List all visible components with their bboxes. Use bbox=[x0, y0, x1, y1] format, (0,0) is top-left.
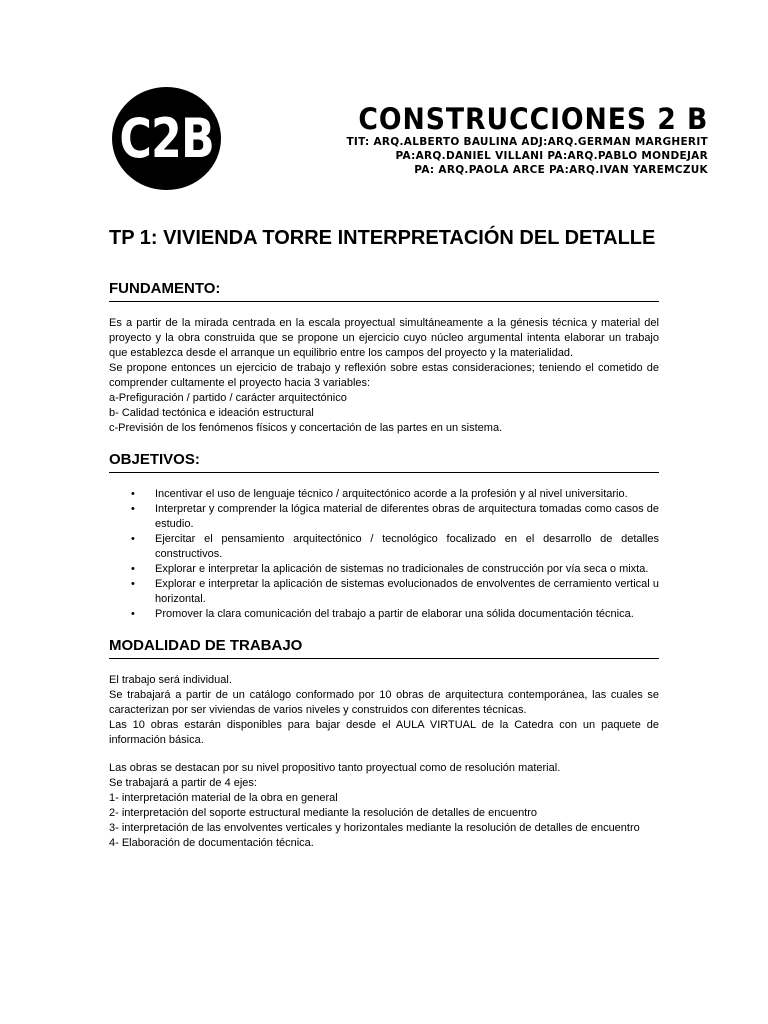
list-item-text: Explorar e interpretar la aplicación de sistemas evolucionados de envolventes de cerramiento vertical u horizontal. bbox=[155, 578, 659, 605]
paragraph: El trabajo será individual. bbox=[109, 674, 232, 686]
staff-line: PA:ARQ.DANIEL VILLANI PA:ARQ.PABLO MONDEJAR bbox=[395, 150, 708, 162]
bullet-icon: • bbox=[131, 488, 135, 500]
section-heading: MODALIDAD DE TRABAJO bbox=[109, 636, 659, 659]
paragraph: a-Prefiguración / partido / carácter arquitectónico bbox=[109, 392, 347, 404]
bullet-icon: • bbox=[131, 563, 135, 575]
list-item-text: Incentivar el uso de lenguaje técnico / arquitectónico acorde a la profesión y al nivel universitario. bbox=[155, 488, 628, 500]
paragraph: Se trabajará a partir de un catálogo conformado por 10 obras de arquitectura contemporánea, las cuales se caracterizan por ser viviendas de varios niveles y construidos con diferentes técnicas. bbox=[109, 689, 659, 716]
section-heading: OBJETIVOS: bbox=[109, 450, 659, 473]
section-heading: FUNDAMENTO: bbox=[109, 279, 659, 302]
list-item-text: Interpretar y comprender la lógica material de diferentes obras de arquitectura tomadas como casos de estudio. bbox=[155, 503, 659, 530]
paragraph: Las obras se destacan por su nivel propositivo tanto proyectual como de resolución material. bbox=[109, 762, 561, 774]
logo-text: C2B bbox=[119, 107, 214, 170]
paragraph: 1- interpretación material de la obra en general bbox=[109, 792, 338, 804]
bullet-icon: • bbox=[131, 503, 135, 515]
paragraph: Las 10 obras estarán disponibles para bajar desde el AULA VIRTUAL de la Catedra con un paquete de información básica. bbox=[109, 719, 659, 746]
bullet-icon: • bbox=[131, 578, 135, 590]
list-item bbox=[131, 562, 659, 577]
list-item bbox=[131, 577, 659, 607]
section-objetivos bbox=[109, 450, 659, 622]
paragraph: b- Calidad tectónica e ideación estructural bbox=[109, 407, 314, 419]
section-modalidad bbox=[109, 636, 659, 851]
list-item-text: Ejercitar el pensamiento arquitectónico / tecnológico focalizado en el desarrollo de detalles constructivos. bbox=[155, 533, 659, 560]
course-header bbox=[328, 103, 708, 177]
list-item bbox=[131, 502, 659, 532]
list-item bbox=[131, 487, 659, 502]
section-fundamento bbox=[109, 279, 659, 436]
objectives-list bbox=[109, 487, 659, 622]
staff-line: PA: ARQ.PAOLA ARCE PA:ARQ.IVAN YAREMCZUK bbox=[414, 164, 708, 176]
list-item bbox=[131, 607, 659, 622]
list-item bbox=[131, 532, 659, 562]
staff-line: TIT: ARQ.ALBERTO BAULINA ADJ:ARQ.GERMAN MARGHERIT bbox=[346, 136, 708, 148]
list-item-text: Promover la clara comunicación del trabajo a partir de elaborar una sólida documentación técnica. bbox=[155, 608, 634, 620]
paragraph: 4- Elaboración de documentación técnica. bbox=[109, 837, 314, 849]
paragraph: c-Previsión de los fenómenos físicos y concertación de las partes en un sistema. bbox=[109, 422, 503, 434]
paragraph: Se trabajará a partir de 4 ejes: bbox=[109, 777, 257, 789]
course-title: CONSTRUCCIONES 2 B bbox=[358, 102, 708, 136]
list-item-text: Explorar e interpretar la aplicación de sistemas no tradicionales de construcción por vía seca o mixta. bbox=[155, 563, 649, 575]
bullet-icon: • bbox=[131, 533, 135, 545]
paragraph: Es a partir de la mirada centrada en la escala proyectual simultáneamente a la génesis técnica y material del proyecto y la obra construida que se propone un ejercicio cuyo núcleo argumental intenta elaborar un trabajo que establezca desde el arranque un equilibrio entre los campos del proyecto y la materialidad. bbox=[109, 317, 659, 359]
paragraph: 3- interpretación de las envolventes verticales y horizontales mediante la resolución de detalles de encuentro bbox=[109, 822, 640, 834]
bullet-icon: • bbox=[131, 608, 135, 620]
paragraph: 2- interpretación del soporte estructural mediante la resolución de detalles de encuentro bbox=[109, 807, 538, 819]
document-body bbox=[109, 225, 659, 851]
page-title: TP 1: VIVIENDA TORRE INTERPRETACIÓN DEL DETALLE bbox=[109, 227, 656, 249]
paragraph: Se propone entonces un ejercicio de trabajo y reflexión sobre estas consideraciones; teniendo el cometido de comprender cultamente el proyecto hacia 3 variables: bbox=[109, 362, 659, 389]
c2b-logo bbox=[112, 87, 221, 190]
